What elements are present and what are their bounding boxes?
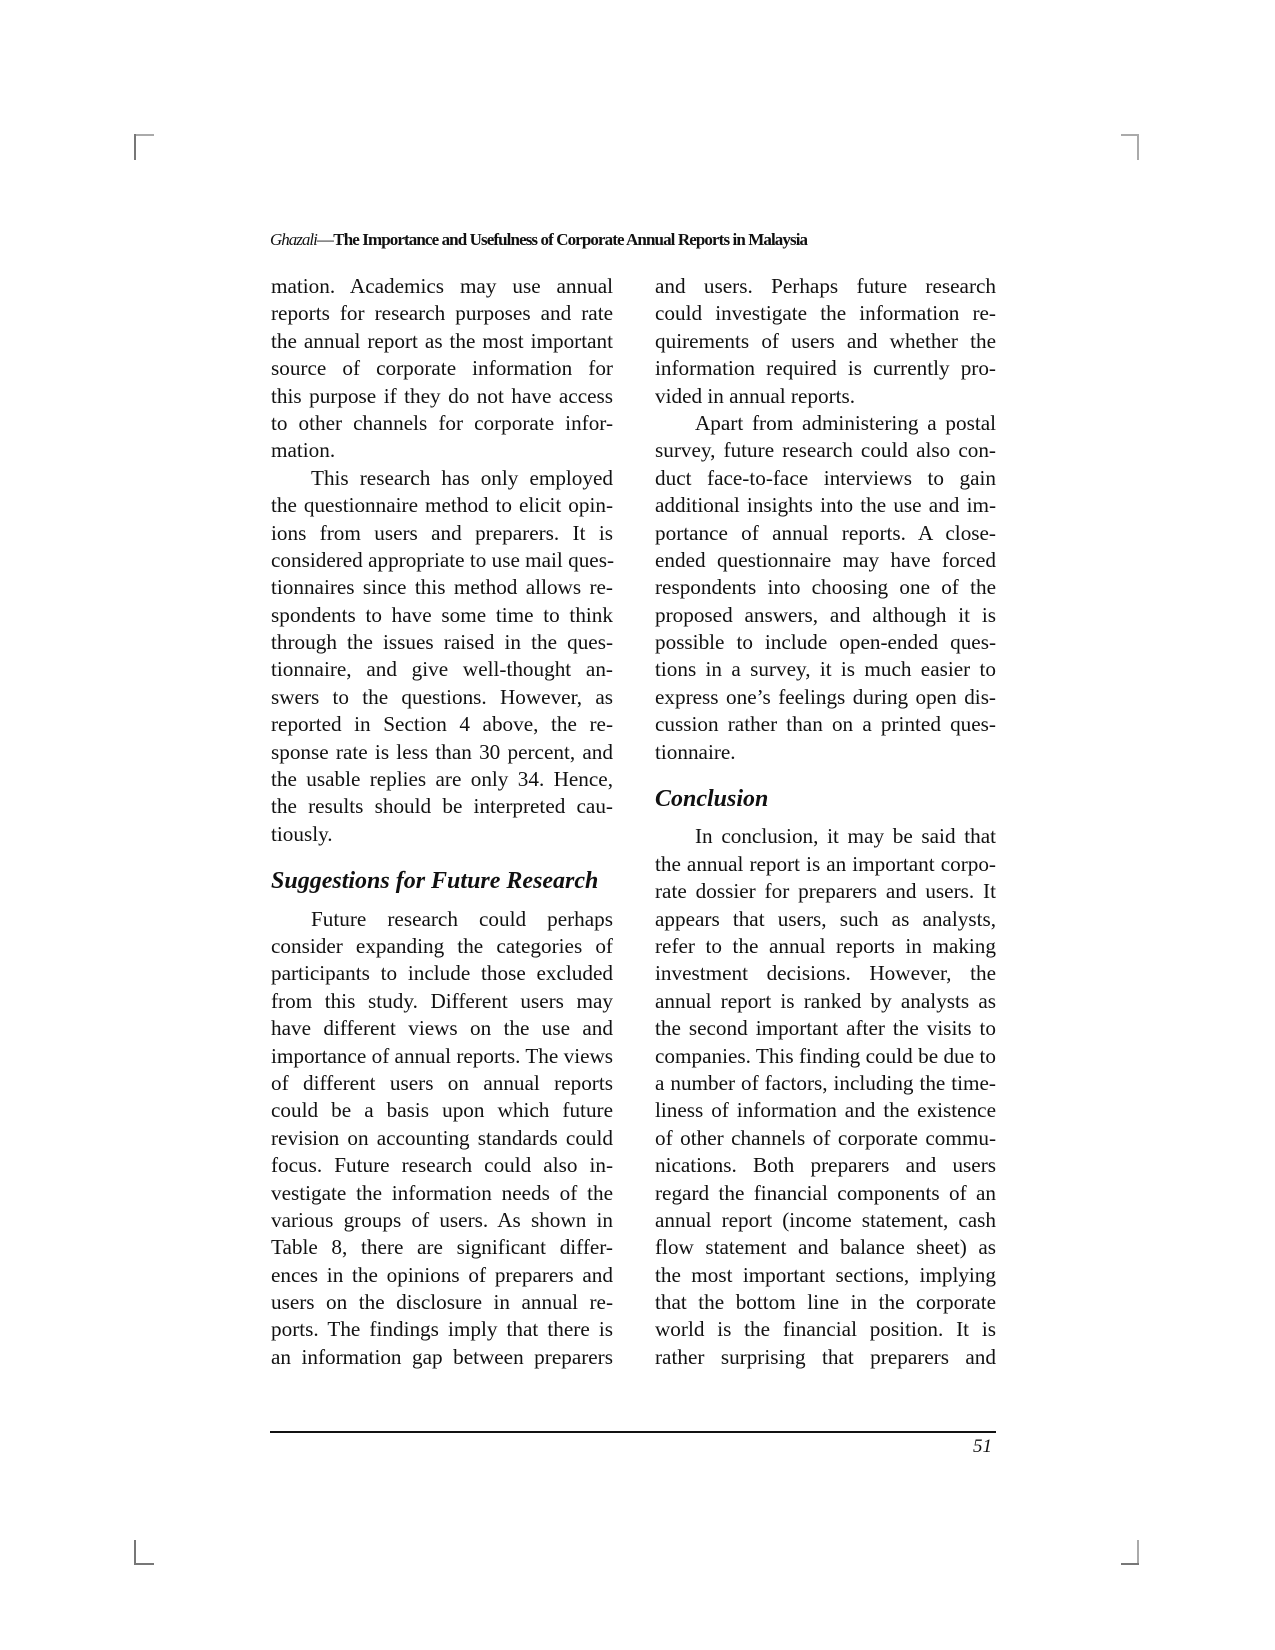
paragraph: [655, 273, 996, 410]
text-line: additional insights into the use and im-: [655, 493, 996, 518]
text-line: refer to the annual reports in making: [655, 934, 996, 958]
page-number: 51: [973, 1436, 992, 1457]
text-line: tiously.: [271, 821, 333, 846]
text-line: liness of information and the existence: [655, 1098, 996, 1123]
text-line: flow statement and balance sheet) as: [655, 1235, 996, 1260]
section-heading-future-research: Suggestions for Future Research: [271, 868, 599, 895]
text-line: ences in the opinions of preparers and: [271, 1262, 613, 1287]
text-line: could be a basis upon which future: [271, 1098, 613, 1123]
left-column: [271, 273, 613, 1371]
text-line: cussion rather than on a printed ques-: [655, 712, 996, 737]
text-line: vided in annual reports.: [655, 383, 856, 408]
text-line: annual report is ranked by analysts as: [655, 988, 996, 1013]
text-line: of other channels of corporate commu-: [655, 1125, 996, 1150]
text-line: tions in a survey, it is much easier to: [655, 657, 996, 682]
right-column: [655, 273, 996, 1371]
text-line: considered appropriate to use mail ques-: [271, 547, 615, 572]
text-line: information required is currently pro-: [655, 356, 996, 381]
paragraph: [271, 273, 613, 465]
text-line: In conclusion, it may be said that: [695, 824, 996, 849]
text-line: the questionnaire method to elicit opin-: [271, 493, 613, 518]
text-line: tionnaire.: [655, 739, 736, 764]
text-line: Apart from administering a postal: [695, 410, 996, 435]
text-line: quirements of users and whether the: [655, 328, 996, 353]
text-line: could investigate the information re-: [655, 301, 996, 326]
running-head-separator: —: [316, 230, 334, 249]
text-line: express one’s feelings during open dis-: [655, 684, 996, 709]
text-line: revision on accounting standards could: [271, 1125, 613, 1150]
text-line: vestigate the information needs of the: [271, 1180, 613, 1205]
text-line: the results should be interpreted cau-: [271, 794, 613, 819]
spacer: [271, 896, 613, 906]
text-line: investment decisions. However, the: [655, 961, 996, 986]
text-line: ended questionnaire may have forced: [655, 547, 996, 572]
paragraph: [655, 823, 996, 1371]
crop-mark-bottom-right-h: [1121, 1563, 1139, 1565]
text-line: this purpose if they do not have access: [271, 383, 613, 408]
text-line: survey, future research could also con-: [655, 438, 996, 463]
text-line: the annual report is an important corpo-: [655, 851, 996, 876]
paragraph: [271, 465, 613, 848]
crop-mark-bottom-left-h: [134, 1563, 154, 1565]
text-line: a number of factors, including the time-: [655, 1070, 996, 1095]
text-line: nications. Both preparers and users: [655, 1153, 996, 1178]
footer-rule: [270, 1431, 996, 1433]
text-line: portance of annual reports. A close-: [655, 520, 996, 545]
text-line: regard the financial components of an: [655, 1180, 996, 1205]
text-line: reports for research purposes and rate: [271, 301, 613, 326]
text-line: mation.: [271, 438, 336, 463]
text-line: participants to include those excluded: [271, 961, 613, 986]
text-line: importance of annual reports. The views: [271, 1043, 614, 1068]
text-line: swers to the questions. However, as: [271, 684, 613, 709]
text-line: an information gap between preparers: [271, 1344, 613, 1369]
text-line: that the bottom line in the corporate: [655, 1290, 996, 1315]
crop-mark-bottom-left-v: [134, 1540, 136, 1565]
spacer: [655, 766, 996, 786]
text-line: Table 8, there are significant differ-: [271, 1235, 613, 1260]
text-line: users on the disclosure in annual re-: [271, 1290, 613, 1315]
text-line: possible to include open-ended ques-: [655, 630, 996, 655]
crop-mark-top-left-h: [134, 134, 154, 136]
text-line: through the issues raised in the ques-: [271, 630, 613, 655]
text-line: have different views on the use and: [271, 1016, 613, 1041]
text-line: source of corporate information for: [271, 356, 613, 381]
text-line: various groups of users. As shown in: [271, 1207, 613, 1232]
text-line: mation. Academics may use annual: [271, 274, 613, 298]
text-line: rate dossier for preparers and users. It: [655, 879, 996, 904]
text-line: sponse rate is less than 30 percent, and: [271, 739, 613, 764]
crop-mark-top-left-v: [134, 134, 136, 160]
text-line: and users. Perhaps future research: [655, 274, 996, 298]
spacer: [655, 813, 996, 823]
text-line: duct face-to-face interviews to gain: [655, 465, 996, 490]
text-line: the second important after the visits to: [655, 1016, 996, 1041]
text-line: tionnaire, and give well-thought an-: [271, 657, 613, 682]
text-line: Future research could perhaps: [311, 906, 613, 931]
text-line: spondents to have some time to think: [271, 602, 613, 627]
text-line: appears that users, such as analysts,: [655, 906, 996, 931]
text-line: the most important sections, implying: [655, 1262, 996, 1287]
text-line: the annual report as the most important: [271, 328, 613, 353]
text-line: ions from users and preparers. It is: [271, 520, 613, 545]
text-line: of different users on annual reports: [271, 1070, 613, 1095]
text-line: rather surprising that preparers and: [655, 1344, 996, 1369]
running-head-author: Ghazali: [270, 230, 317, 249]
paragraph: [655, 410, 996, 766]
section-heading-conclusion: Conclusion: [655, 786, 769, 813]
running-head: [270, 230, 807, 250]
text-line: annual report (income statement, cash: [655, 1207, 996, 1232]
paragraph: [271, 906, 613, 1372]
text-line: ports. The findings imply that there is: [271, 1317, 613, 1342]
crop-mark-bottom-right-v: [1137, 1540, 1139, 1565]
text-line: respondents into choosing one of the: [655, 575, 996, 600]
text-line: proposed answers, and although it is: [655, 602, 996, 627]
text-line: to other channels for corporate infor-: [271, 410, 613, 435]
text-line: from this study. Different users may: [271, 988, 613, 1013]
running-head-title: The Importance and Usefulness of Corporate Annual Reports in Malaysia: [333, 230, 808, 249]
spacer: [271, 848, 613, 868]
crop-mark-top-right-v: [1137, 134, 1139, 160]
text-line: companies. This finding could be due to: [655, 1043, 996, 1068]
text-line: focus. Future research could also in-: [271, 1153, 613, 1178]
text-line: the usable replies are only 34. Hence,: [271, 767, 613, 792]
text-line: reported in Section 4 above, the re-: [271, 712, 613, 737]
text-line: This research has only employed: [311, 465, 613, 490]
text-line: world is the financial position. It is: [655, 1317, 996, 1342]
text-line: tionnaires since this method allows re-: [271, 575, 613, 600]
text-line: consider expanding the categories of: [271, 934, 613, 958]
